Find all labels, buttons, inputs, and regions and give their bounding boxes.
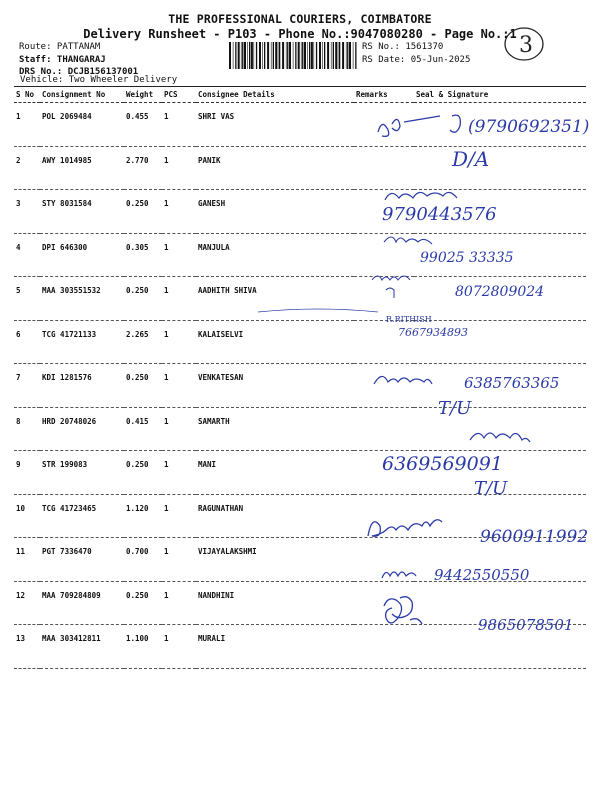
cell-weight: 0.250 [124,364,162,408]
barcode-bar [241,42,242,69]
barcode-bar [295,42,296,69]
cell-weight: 0.250 [124,581,162,625]
cell-consignee: SHRI VAS [196,103,354,147]
cell-weight: 0.415 [124,407,162,451]
barcode-bar [264,42,265,69]
barcode-bar [316,42,317,69]
cell-remarks [354,190,414,234]
barcode-bar [322,42,323,69]
table-row [14,581,586,625]
cell-remarks [354,320,414,364]
barcode-bar [229,42,231,69]
barcode-bar [353,42,354,69]
barcode-bar [247,42,248,69]
handwritten-remark: T/U [474,478,508,499]
cell-consignee: GANESH [196,190,354,234]
cell-pcs: 1 [162,233,196,277]
cell-remarks [354,277,414,321]
cell-consignment-no: HRD 20748026 [40,407,124,451]
table-row [14,320,586,364]
cell-consignment-no: POL 2069484 [40,103,124,147]
cell-pcs: 1 [162,451,196,495]
barcode-bar [259,42,261,69]
table-row [14,407,586,451]
cell-sno: 8 [14,407,40,451]
cell-remarks [354,407,414,451]
barcode-bar [238,42,240,69]
cell-sno: 4 [14,233,40,277]
cell-consignee: MURALI [196,625,354,669]
cell-pcs: 1 [162,625,196,669]
handwritten-phone: 9442550550 [434,566,530,584]
drs-label: DRS No.: DCJB156137001 [19,67,139,77]
cell-weight: 0.305 [124,233,162,277]
cell-consignee: SAMARTH [196,407,354,451]
cell-signature [414,581,586,625]
cell-pcs: 1 [162,320,196,364]
cell-weight: 1.120 [124,494,162,538]
cell-signature [414,494,586,538]
table-row [14,538,586,582]
cell-remarks [354,625,414,669]
cell-signature [414,538,586,582]
cell-consignee: MANJULA [196,233,354,277]
cell-weight: 0.250 [124,277,162,321]
col-sno: S No [14,88,40,103]
cell-signature [414,364,586,408]
barcode-bar [355,42,356,69]
cell-consignee: KALAISELVI [196,320,354,364]
barcode-bar [287,42,288,69]
barcode-bar [339,42,340,69]
cell-consignee: NANDHINI [196,581,354,625]
cell-signature [414,407,586,451]
barcode-bar [271,42,272,69]
col-remarks: Remarks [354,88,414,103]
barcode-bar [289,42,291,69]
handwritten-phone: 9865078501 [478,616,574,634]
cell-weight: 0.250 [124,451,162,495]
cell-consignment-no: DPI 646300 [40,233,124,277]
barcode-bar [235,42,236,69]
col-pcs: PCS [162,88,196,103]
cell-consignee: VIJAYALAKSHMI [196,538,354,582]
barcode-bar [309,42,310,69]
col-weight: Weight [124,88,162,103]
table-row [14,146,586,190]
barcode-bar [279,42,280,69]
col-consignee: Consignee Details [196,88,354,103]
cell-pcs: 1 [162,407,196,451]
barcode-bar [335,42,337,69]
cell-sno: 2 [14,146,40,190]
page-mark-number: 3 [519,33,533,58]
barcode-bar [251,42,253,69]
cell-signature [414,625,586,669]
table-row [14,494,586,538]
cell-sno: 9 [14,451,40,495]
cell-consignment-no: PGT 7336470 [40,538,124,582]
cell-sno: 5 [14,277,40,321]
cell-remarks [354,494,414,538]
barcode-bar [324,42,325,69]
barcode-bar [256,42,257,69]
barcode-bar [282,42,284,69]
cell-weight: 0.250 [124,190,162,234]
cell-weight: 2.770 [124,146,162,190]
page-mark-circle [502,24,546,64]
handwritten-remark: T/U [438,398,472,419]
handwritten-phone: (9790692351) [468,117,590,137]
cell-consignment-no: AWY 1014985 [40,146,124,190]
cell-consignment-no: MAA 303412811 [40,625,124,669]
rs-number: RS No.: 1561370 [362,42,444,52]
barcode-bar [327,42,329,69]
barcode-bar [349,42,351,69]
handwritten-remark: D/A [452,147,490,171]
handwritten-phone: 8072809024 [455,284,545,300]
cell-consignment-no: STY 8031584 [40,190,124,234]
cell-pcs: 1 [162,146,196,190]
company-name: THE PROFESSIONAL COURIERS, COIMBATORE [168,12,432,26]
barcode-bar [342,42,344,69]
cell-pcs: 1 [162,364,196,408]
table-header-row [14,88,586,103]
barcode-bar [242,42,243,69]
col-signature: Seal & Signature [414,88,586,103]
handwritten-phone: 9790443576 [382,204,497,225]
cell-pcs: 1 [162,277,196,321]
cell-consignment-no: MAA 709284809 [40,581,124,625]
handwritten-phone: 9600911992 [480,527,589,547]
cell-signature [414,190,586,234]
table-row [14,233,586,277]
cell-pcs: 1 [162,494,196,538]
cell-consignee: RAGUNATHAN [196,494,354,538]
cell-sno: 10 [14,494,40,538]
handwritten-phone: 7667934893 [398,326,468,339]
cell-weight: 0.700 [124,538,162,582]
cell-sno: 1 [14,103,40,147]
cell-pcs: 1 [162,581,196,625]
col-consignment: Consignment No [40,88,124,103]
route-label: Route: PATTANAM [19,42,101,52]
cell-sno: 7 [14,364,40,408]
barcode-bar [347,42,348,69]
barcode-bar [331,42,332,69]
cell-remarks [354,364,414,408]
barcode-bar [302,42,303,69]
header-left-info [19,41,138,79]
cell-remarks [354,146,414,190]
barcode-bar [267,42,269,69]
cell-signature [414,103,586,147]
cell-pcs: 1 [162,538,196,582]
barcode-bar [254,42,255,69]
cell-weight: 1.100 [124,625,162,669]
table-row [14,277,586,321]
cell-signature [414,320,586,364]
cell-consignment-no: MAA 303551532 [40,277,124,321]
cell-signature [414,277,586,321]
handwritten-phone: 99025 33335 [420,250,514,266]
barcode-bar [311,42,313,69]
barcode-bar [249,42,250,69]
cell-pcs: 1 [162,103,196,147]
barcode-bar [314,42,315,69]
table-row [14,451,586,495]
barcode-bar [304,42,306,69]
handwritten-phone: 6385763365 [464,374,560,392]
cell-remarks [354,581,414,625]
barcode-bar [301,42,302,69]
handwritten-phone: 6369569091 [382,453,503,475]
cell-consignee: AADHITH SHIVA [196,277,354,321]
cell-remarks [354,233,414,277]
vehicle-label: Vehicle: Two Wheeler Delivery [20,75,178,85]
cell-consignment-no: TCG 41721133 [40,320,124,364]
cell-consignee: MANI [196,451,354,495]
cell-remarks [354,451,414,495]
cell-signature [414,451,586,495]
barcode-bar [278,42,279,69]
cell-signature [414,146,586,190]
cell-sno: 3 [14,190,40,234]
rs-date: RS Date: 05-Jun-2025 [362,54,471,65]
barcode-bar [293,42,294,69]
cell-consignment-no: STR 199083 [40,451,124,495]
table-row [14,364,586,408]
cell-sno: 11 [14,538,40,582]
cell-weight: 2.265 [124,320,162,364]
barcode-bar [286,42,287,69]
header-right-info [362,41,470,66]
cell-remarks [354,103,414,147]
barcode-bar [346,42,347,69]
cell-pcs: 1 [162,190,196,234]
cell-consignment-no: KDI 1281576 [40,364,124,408]
barcode-bar [307,42,308,69]
staff-label: Staff: THANGARAJ [19,54,106,65]
barcode-bar [275,42,277,69]
runsheet-table [14,88,589,669]
barcode-bar [319,42,321,69]
barcode-bar [233,42,234,69]
barcode-bar [338,42,339,69]
barcode-bar [298,42,300,69]
cell-remarks [354,538,414,582]
barcode-bar [273,42,274,69]
cell-weight: 0.455 [124,103,162,147]
cell-sno: 13 [14,625,40,669]
handwritten-name: R.RITHISH [386,315,432,324]
cell-consignee: VENKATESAN [196,364,354,408]
cell-sno: 6 [14,320,40,364]
barcode-bar [244,42,246,69]
barcode-bar [333,42,334,69]
table-row [14,103,586,147]
runsheet-title: Delivery Runsheet - P103 - Phone No.:9047080280 - Page No.:1 [83,27,517,41]
barcode-image [228,42,358,69]
cell-sno: 12 [14,581,40,625]
table-row [14,625,586,669]
cell-consignment-no: TCG 41723465 [40,494,124,538]
cell-consignee: PANIK [196,146,354,190]
barcode-bar [262,42,263,69]
cell-signature [414,233,586,277]
table-row [14,190,586,234]
